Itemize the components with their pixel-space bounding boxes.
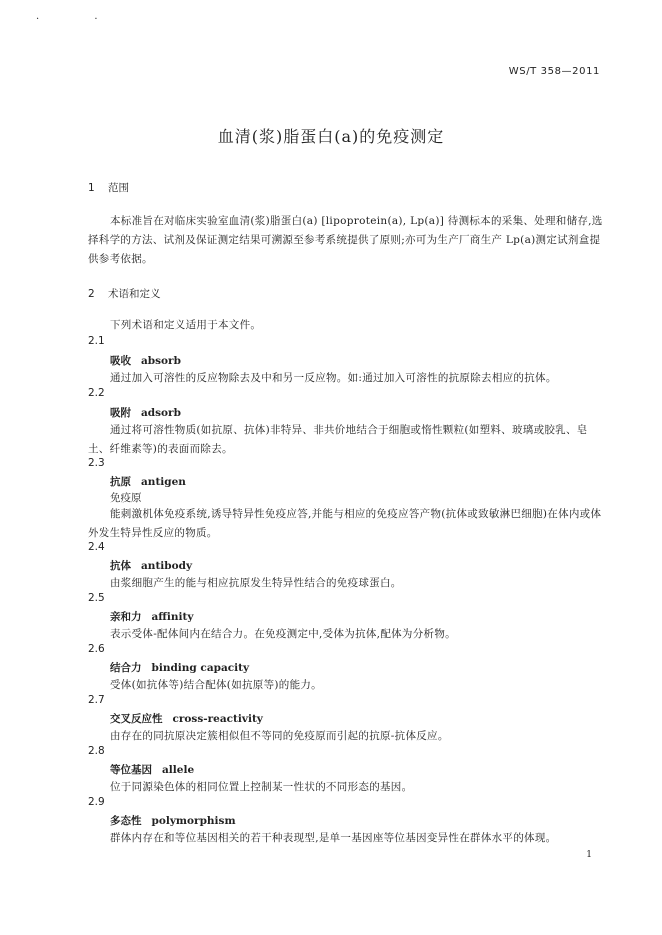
term-number: 2.9 xyxy=(88,796,105,808)
term-definition: 表示受体-配体间内在结合力。在免疫测定中,受体为抗体,配体为分析物。 xyxy=(110,628,456,640)
term-definition: 位于同源染色体的相同位置上控制某一性状的不同形态的基因。 xyxy=(110,781,413,793)
term-number: 2.2 xyxy=(88,387,105,399)
term-en: polymorphism xyxy=(151,815,236,827)
term-cn: 抗原 xyxy=(110,476,131,488)
term-en: absorb xyxy=(141,355,181,367)
term-number: 2.1 xyxy=(88,335,105,347)
term-cn: 亲和力 xyxy=(110,611,142,623)
page-number: 1 xyxy=(586,850,592,860)
term-definition: 由存在的同抗原决定簇相似但不等同的免疫原而引起的抗原-抗体反应。 xyxy=(110,730,449,742)
term-definition: 群体内存在和等位基因相关的若干种表现型,是单一基因座等位基因变异性在群体水平的体现。 xyxy=(110,832,557,844)
term-en: binding capacity xyxy=(151,662,250,674)
term-en: adsorb xyxy=(141,407,181,419)
section-1-number: 1 xyxy=(88,182,95,194)
section-2-number: 2 xyxy=(88,288,95,300)
document-title: 血清(浆)脂蛋白(a)的免疫测定 xyxy=(217,127,445,146)
term-title xyxy=(110,405,181,420)
term-number: 2.4 xyxy=(88,541,105,553)
term-number: 2.5 xyxy=(88,592,105,604)
term-number: 2.8 xyxy=(88,745,105,757)
term-definition: 能刺激机体免疫系统,诱导特异性免疫应答,并能与相应的免疫应答产物(抗体或致敏淋巴细胞)在体内或体外发生特异性反应的物质。 xyxy=(88,508,602,539)
section-2-intro: 下列术语和定义适用于本文件。 xyxy=(110,319,262,331)
term-number: 2.7 xyxy=(88,694,105,706)
term-cn: 多态性 xyxy=(110,815,142,827)
term-cn: 抗体 xyxy=(110,560,131,572)
term-en: cross-reactivity xyxy=(172,713,263,725)
term-definition: 由浆细胞产生的能与相应抗原发生特异性结合的免疫球蛋白。 xyxy=(110,577,402,589)
section-2-heading xyxy=(88,286,161,301)
term-title xyxy=(110,609,194,624)
term-synonym: 免疫原 xyxy=(110,492,142,504)
term-title xyxy=(110,813,236,828)
term-cn: 等位基因 xyxy=(110,764,152,776)
section-1-text: 本标准旨在对临床实验室血清(浆)脂蛋白(a) [lipoprotein(a), Lp(a)] 待测标本的采集、处理和储存,选择科学的方法、试剂及保证测定结果可溯源至参考系统提供了原则;亦可为生产厂商生产 Lp(a)测定试剂盒提供参考依据。 xyxy=(88,215,603,265)
term-number: 2.3 xyxy=(88,457,105,469)
term-cn: 吸附 xyxy=(110,407,131,419)
term-en: antigen xyxy=(141,476,186,488)
section-2-title: 术语和定义 xyxy=(108,288,161,300)
term-title xyxy=(110,474,186,489)
term-title xyxy=(110,711,263,726)
term-title xyxy=(110,762,194,777)
term-cn: 交叉反应性 xyxy=(110,713,163,725)
term-title xyxy=(110,353,181,368)
term-en: allele xyxy=(162,764,195,776)
term-number: 2.6 xyxy=(88,643,105,655)
standard-code: WS/T 358—2011 xyxy=(508,66,600,77)
section-1-title: 范围 xyxy=(108,182,129,194)
term-definition: 通过将可溶性物质(如抗原、抗体)非特异、非共价地结合于细胞或惰性颗粒(如塑料、玻璃或胶乳、皂土、纤维素等)的表面而除去。 xyxy=(88,424,588,455)
term-definition: 通过加入可溶性的反应物除去及中和另一反应物。如:通过加入可溶性的抗原除去相应的抗体。 xyxy=(110,372,557,384)
section-1-heading xyxy=(88,180,129,195)
term-definition: 受体(如抗体等)结合配体(如抗原等)的能力。 xyxy=(110,679,322,691)
term-cn: 吸收 xyxy=(110,355,131,367)
term-en: affinity xyxy=(151,611,194,623)
term-en: antibody xyxy=(141,560,193,572)
term-title xyxy=(110,660,249,675)
term-cn: 结合力 xyxy=(110,662,142,674)
term-title xyxy=(110,558,192,573)
header-dots: · · xyxy=(36,14,124,25)
